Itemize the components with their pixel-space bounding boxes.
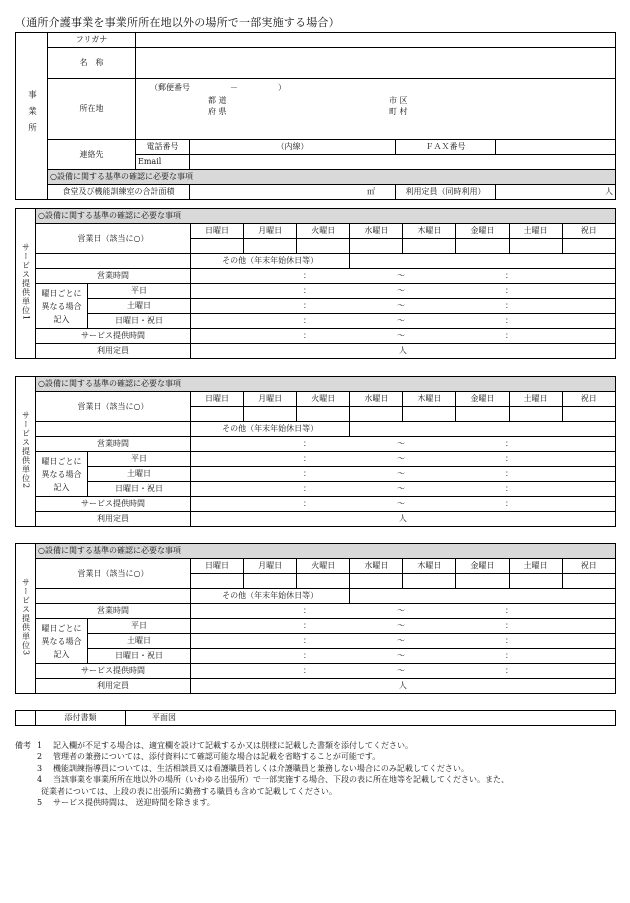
unit-capacity-label: 利用定員: [36, 512, 191, 527]
day-select-cell[interactable]: [456, 407, 509, 422]
time-range-field[interactable]: ： ～ ：: [191, 437, 616, 452]
day-header: 金曜日: [456, 224, 509, 239]
by-day-label: 曜日ごとに異なる場合記入: [36, 284, 88, 329]
other-days-label: その他（年末年始休日等）: [191, 589, 350, 604]
fax-field[interactable]: [496, 140, 616, 155]
sunday-holiday-label: 日曜日・祝日: [88, 649, 191, 664]
day-header: 土曜日: [509, 392, 562, 407]
unit-facility-header: ○設備に関する基準の確認に必要な事項: [36, 544, 616, 559]
day-select-cell[interactable]: [403, 574, 456, 589]
service-unit-table: [15, 376, 616, 527]
service-unit-label: サービス提供単位2: [16, 377, 36, 527]
by-day-label: 曜日ごとに異なる場合記入: [36, 452, 88, 497]
notes: 備考 1 記入欄が不足する場合は、適宜欄を設けて記載するか又は別様に記載した書類を添付してください。 2 管理者の兼務については、添付資料にて確認可能な場合は記載を省略することが可能です。 3 機能訓練指導員については、生活相談員又は看護職員若しくは介護職員と兼務しない場合にのみ記載してください。 4 当該事業を事業所所在地以外の場所（いわゆる出張所）で一部実施する場合、下段の表に所在地等を記載してください。また、 従業者については、上段の表に出張所に勤務する職員も含めて記載してください。 5 サービス提供時間は、 送迎時間を除きます。: [15, 741, 509, 808]
phone-label: 電話番号: [136, 140, 190, 155]
day-header: 祝日: [562, 224, 615, 239]
prefecture-label-top: 都 道: [208, 96, 227, 105]
service-hours-label: サービス提供時間: [36, 497, 191, 512]
extension-label: （内線）: [276, 142, 309, 151]
time-range-field[interactable]: ： ～ ：: [191, 284, 616, 299]
business-days-spacer: [36, 254, 191, 269]
day-select-cell[interactable]: [297, 407, 350, 422]
day-select-cell[interactable]: [562, 239, 615, 254]
day-select-cell[interactable]: [191, 239, 244, 254]
office-section-label: 事業所: [16, 33, 48, 200]
time-range-field[interactable]: ： ～ ：: [191, 664, 616, 679]
day-header: 日曜日: [191, 559, 244, 574]
day-header: 水曜日: [350, 392, 403, 407]
day-header: 月曜日: [244, 224, 297, 239]
time-range-field[interactable]: ： ～ ：: [191, 649, 616, 664]
day-header: 水曜日: [350, 224, 403, 239]
day-select-cell[interactable]: [191, 574, 244, 589]
postal-code-label: （郵便番号 － ）: [150, 83, 286, 92]
day-header: 水曜日: [350, 559, 403, 574]
time-range-field[interactable]: ： ～ ：: [191, 634, 616, 649]
other-days-field[interactable]: [350, 254, 615, 269]
email-label: Email: [136, 155, 190, 170]
address-label: 所在地: [48, 79, 136, 140]
fax-label: ＦＡＸ番号: [396, 140, 496, 155]
business-hours-label: 営業時間: [36, 604, 191, 619]
day-header: 火曜日: [297, 392, 350, 407]
city-label-bottom: 町 村: [389, 107, 408, 116]
note-item: 管理者の兼務については、添付資料にて確認可能な場合は記載を省略することが可能です。: [53, 752, 381, 762]
note-item: 当該事業を事業所所在地以外の場所（いわゆる出張所）で一部実施する場合、下段の表に所在地等を記載してください。また、: [53, 775, 509, 785]
day-header: 祝日: [562, 559, 615, 574]
day-header: 火曜日: [297, 224, 350, 239]
day-header: 土曜日: [509, 224, 562, 239]
day-select-cell[interactable]: [244, 239, 297, 254]
page-title: （通所介護事業を事業所所在地以外の場所で一部実施する場合）: [15, 16, 340, 29]
day-header: 月曜日: [244, 559, 297, 574]
time-range-field[interactable]: ： ～ ：: [191, 482, 616, 497]
day-select-cell[interactable]: [509, 574, 562, 589]
day-select-cell[interactable]: [350, 407, 403, 422]
business-days-spacer: [36, 422, 191, 437]
notes-heading: 備考: [15, 741, 31, 750]
capacity-field[interactable]: [496, 185, 616, 200]
day-select-cell[interactable]: [509, 239, 562, 254]
day-select-cell[interactable]: [562, 574, 615, 589]
service-unit-label: サービス提供単位1: [16, 209, 36, 359]
day-header: 土曜日: [509, 559, 562, 574]
business-hours-label: 営業時間: [36, 269, 191, 284]
day-select-cell[interactable]: [403, 407, 456, 422]
time-range-field[interactable]: ： ～ ：: [191, 329, 616, 344]
phone-field[interactable]: [190, 140, 396, 155]
business-days-spacer: [36, 589, 191, 604]
day-select-cell[interactable]: [191, 407, 244, 422]
unit-facility-header: ○設備に関する基準の確認に必要な事項: [36, 209, 616, 224]
saturday-label: 土曜日: [88, 299, 191, 314]
time-range-field[interactable]: ： ～ ：: [191, 269, 616, 284]
day-select-cell[interactable]: [350, 239, 403, 254]
day-select-cell[interactable]: [456, 239, 509, 254]
attachments-label: 添付書類: [36, 711, 126, 726]
day-header: 火曜日: [297, 559, 350, 574]
day-header: 日曜日: [191, 392, 244, 407]
weekday-label: 平日: [88, 452, 191, 467]
saturday-label: 土曜日: [88, 634, 191, 649]
business-days-label: 営業日（該当に○）: [36, 559, 191, 589]
attachments-value[interactable]: 平面図: [126, 711, 616, 726]
area-field[interactable]: [190, 185, 396, 200]
unit-facility-header: ○設備に関する基準の確認に必要な事項: [36, 377, 616, 392]
by-day-label: 曜日ごとに異なる場合記入: [36, 619, 88, 664]
day-select-cell[interactable]: [350, 574, 403, 589]
day-header: 祝日: [562, 392, 615, 407]
sunday-holiday-label: 日曜日・祝日: [88, 314, 191, 329]
weekday-label: 平日: [88, 284, 191, 299]
other-days-field[interactable]: [350, 422, 615, 437]
unit-capacity-field[interactable]: 人: [191, 679, 616, 694]
service-unit-table: [15, 208, 616, 359]
capacity-unit: 人: [605, 187, 614, 196]
attachments-table: [15, 710, 616, 726]
note-item: 機能訓練指導員については、生活相談員又は看護職員若しくは介護職員と兼務しない場合にのみ記載してください。: [53, 763, 469, 773]
day-select-cell[interactable]: [509, 407, 562, 422]
unit-capacity-field[interactable]: 人: [191, 512, 616, 527]
day-select-cell[interactable]: [244, 574, 297, 589]
prefecture-label-bottom: 府 県: [208, 107, 227, 116]
business-days-label: 営業日（該当に○）: [36, 392, 191, 422]
furigana-field[interactable]: [136, 33, 616, 48]
other-days-label: その他（年末年始休日等）: [191, 422, 350, 437]
area-label: 食堂及び機能訓練室の合計面積: [48, 185, 190, 200]
furigana-label: フリガナ: [48, 33, 136, 48]
sunday-holiday-label: 日曜日・祝日: [88, 482, 191, 497]
business-hours-label: 営業時間: [36, 437, 191, 452]
contact-label: 連絡先: [48, 140, 136, 170]
day-header: 金曜日: [456, 392, 509, 407]
business-days-label: 営業日（該当に○）: [36, 224, 191, 254]
day-header: 木曜日: [403, 559, 456, 574]
other-days-label: その他（年末年始休日等）: [191, 254, 350, 269]
day-select-cell[interactable]: [297, 239, 350, 254]
day-header: 木曜日: [403, 392, 456, 407]
day-header: 金曜日: [456, 559, 509, 574]
time-range-field[interactable]: ： ～ ：: [191, 497, 616, 512]
day-header: 日曜日: [191, 224, 244, 239]
time-range-field[interactable]: ： ～ ：: [191, 619, 616, 634]
note-continuation: 従業者については、上段の表に出張所に勤務する職員も含めて記載してください。: [41, 786, 337, 796]
time-range-field[interactable]: ： ～ ：: [191, 604, 616, 619]
service-unit-label: サービス提供単位3: [16, 544, 36, 694]
name-label: 名 称: [48, 48, 136, 79]
day-select-cell[interactable]: [403, 239, 456, 254]
day-select-cell[interactable]: [456, 574, 509, 589]
weekday-label: 平日: [88, 619, 191, 634]
service-hours-label: サービス提供時間: [36, 664, 191, 679]
other-days-field[interactable]: [350, 589, 615, 604]
time-range-field[interactable]: ： ～ ：: [191, 299, 616, 314]
time-range-field[interactable]: ： ～ ：: [191, 467, 616, 482]
capacity-label: 利用定員（同時利用）: [396, 185, 496, 200]
saturday-label: 土曜日: [88, 467, 191, 482]
note-item: サービス提供時間は、 送迎時間を除きます。: [53, 798, 215, 808]
unit-capacity-label: 利用定員: [36, 679, 191, 694]
service-hours-label: サービス提供時間: [36, 329, 191, 344]
day-header: 木曜日: [403, 224, 456, 239]
day-select-cell[interactable]: [244, 407, 297, 422]
area-unit: ㎡: [367, 187, 375, 196]
facility-header: ○設備に関する基準の確認に必要な事項: [48, 170, 616, 185]
unit-capacity-label: 利用定員: [36, 344, 191, 359]
address-field[interactable]: [136, 79, 616, 140]
note-item: 記入欄が不足する場合は、適宜欄を設けて記載するか又は別様に記載した書類を添付してください。: [53, 741, 413, 750]
email-field[interactable]: [190, 155, 616, 170]
time-range-field[interactable]: ： ～ ：: [191, 452, 616, 467]
service-unit-table: [15, 543, 616, 694]
office-table: [15, 32, 616, 200]
day-header: 月曜日: [244, 392, 297, 407]
day-select-cell[interactable]: [297, 574, 350, 589]
city-label-top: 市 区: [389, 96, 408, 105]
day-select-cell[interactable]: [562, 407, 615, 422]
time-range-field[interactable]: ： ～ ：: [191, 314, 616, 329]
unit-capacity-field[interactable]: 人: [191, 344, 616, 359]
name-field[interactable]: [136, 48, 616, 79]
